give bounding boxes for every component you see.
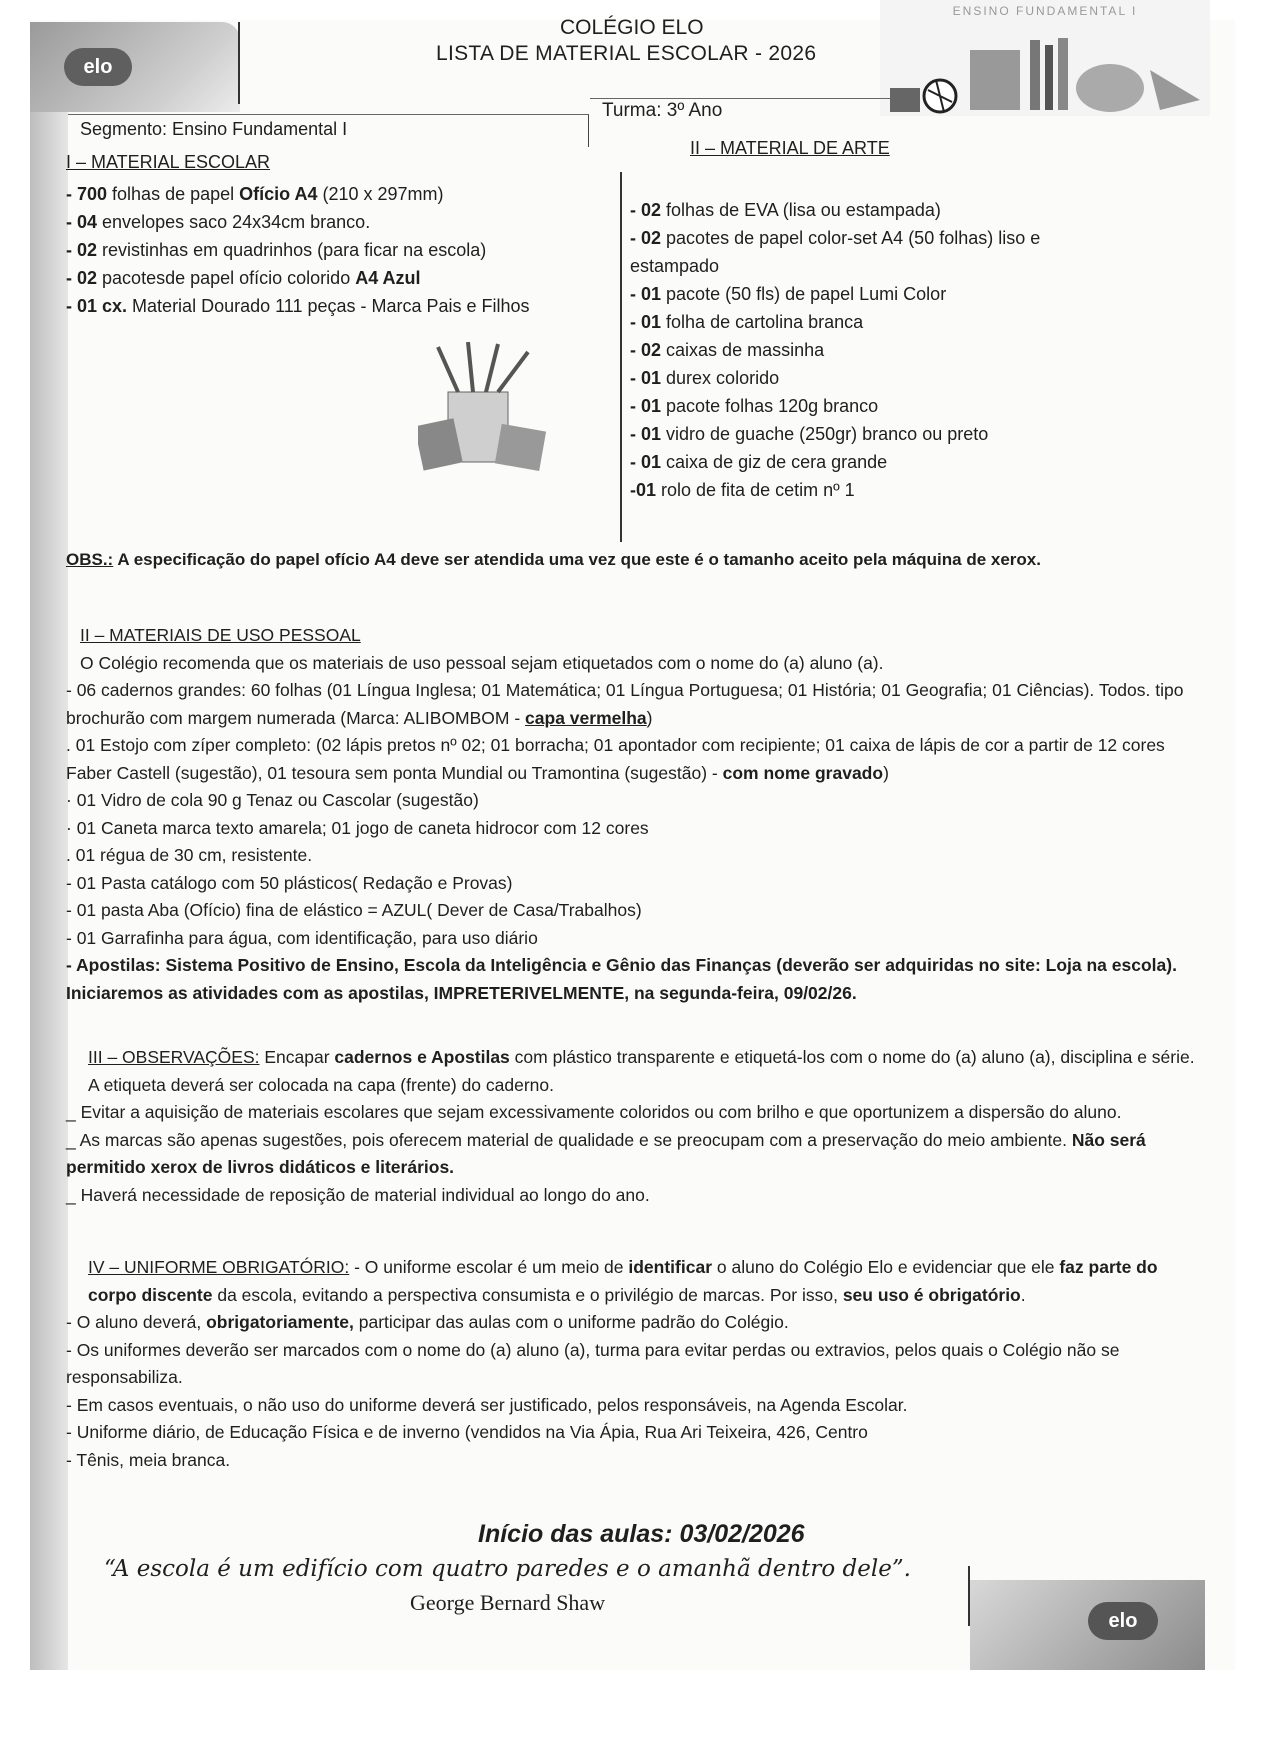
material-arte-item	[630, 452, 887, 473]
obs-p3b: Não será permitido xerox de livros didáticos e literários.	[66, 1129, 1146, 1177]
material-arte-item	[630, 424, 988, 445]
uso-pessoal-item: - 01 Pasta catálogo com 50 plásticos( Redação e Provas)	[66, 872, 513, 893]
material-arte-item	[630, 340, 824, 361]
turma-label: Turma: 3º Ano	[602, 100, 723, 121]
material-arte-heading: II – MATERIAL DE ARTE	[690, 138, 890, 158]
material-arte-item	[630, 368, 779, 389]
inicio-das-aulas: Início das aulas: 03/02/2026	[478, 1520, 805, 1548]
uni-l3: - Em casos eventuais, o não uso do uniforme deverá ser justificado, pelos responsáveis, na Agenda Escolar.	[66, 1394, 908, 1415]
estojo-item	[66, 732, 1206, 787]
uso-pessoal-item: . 01 régua de 30 cm, resistente.	[66, 845, 313, 865]
obs-label: OBS.:	[66, 550, 114, 569]
cadernos-end: )	[646, 707, 653, 728]
item-part-b: - 02	[66, 240, 98, 260]
obs-t1: Encapar	[259, 1047, 335, 1067]
item-qty: - 01	[630, 424, 662, 444]
uni-t3: da escola, evitando a perspectiva consumista e o privilégio de marcas. Por isso,	[212, 1284, 843, 1305]
uni-l1c: participar das aulas com o uniforme padrão do Colégio.	[353, 1312, 789, 1332]
item-qty: - 01	[630, 368, 662, 388]
item-text: pacote folhas 120g branco	[661, 396, 879, 416]
material-arte-item	[630, 284, 946, 305]
calculator-icon	[890, 88, 920, 112]
quote: “A escola é um edifício com quatro paredes e o amanhã dentro dele”.	[104, 1556, 911, 1582]
school-logo: elo	[64, 48, 132, 86]
uni-l2: - Os uniformes deverão ser marcados com o nome do (a) aluno (a), turma para evitar perdas ou extravios, pelos quais o Colégio não se responsabiliza.	[66, 1339, 1120, 1387]
left-margin-bar	[30, 110, 68, 1670]
item-part-t: revistinhas em quadrinhos (para ficar na escola)	[97, 240, 487, 260]
item-text: folhas de EVA (lisa ou estampada)	[661, 200, 941, 220]
column-divider	[620, 172, 622, 542]
item-part-b: - 04	[66, 212, 98, 232]
cadernos-text: - 06 cadernos grandes: 60 folhas (01 Língua Inglesa; 01 Matemática; 01 Língua Portuguesa; 01 História; 01 Geografia; 01 Ciências). Todos. tipo brochurão com margem numerada (Marca: ALIBOMBOM -	[66, 680, 1184, 728]
segment-label: Segmento: Ensino Fundamental I	[80, 119, 348, 139]
observacoes-section	[66, 1044, 1206, 1209]
segment-box	[68, 114, 589, 147]
item-text: estampado	[630, 256, 720, 276]
item-part-t: Material Dourado 111 peças - Marca Pais e Filhos	[127, 296, 530, 316]
item-qty: - 01	[630, 396, 662, 416]
item-text: pacote (50 fls) de papel Lumi Color	[661, 284, 947, 304]
observacoes-heading: III – OBSERVAÇÕES:	[88, 1047, 260, 1067]
uni-t4: .	[1020, 1284, 1026, 1305]
uni-b3: seu uso é obrigatório	[842, 1284, 1021, 1305]
material-arte-item	[630, 228, 1040, 249]
uso-pessoal-heading: II – MATERIAIS DE USO PESSOAL	[80, 625, 361, 645]
item-qty: - 02	[630, 340, 662, 360]
item-qty: - 01	[630, 284, 662, 304]
pencil-cup-illustration	[418, 342, 548, 472]
cadernos-item	[66, 677, 1206, 732]
apostilas-item: - Apostilas: Sistema Positivo de Ensino, Escola da Inteligência e Gênio das Finanças (deverão ser adquiridas no site: Loja na escola). Iniciaremos as atividades com as apostilas, IMPRETERIVELMENTE, na segunda-feira, 09/02/26.	[66, 955, 1177, 1003]
material-escolar-item	[66, 212, 370, 233]
list-title: LISTA DE MATERIAL ESCOLAR - 2026	[436, 42, 817, 65]
item-part-b2: A4 Azul	[355, 268, 421, 288]
item-part-b: - 01 cx.	[66, 296, 128, 316]
item-qty: - 01	[630, 312, 662, 332]
item-text: rolo de fita de cetim nº 1	[656, 480, 855, 500]
item-qty: - 01	[630, 452, 662, 472]
obs-text: A especificação do papel ofício A4 deve ser atendida uma vez que este é o tamanho aceito pela máquina de xerox.	[113, 550, 1041, 569]
item-qty: -01	[630, 480, 657, 500]
material-arte-item	[630, 480, 855, 501]
material-escolar-item	[66, 240, 486, 261]
uso-pessoal-item: · 01 Caneta marca texto amarela; 01 jogo de caneta hidrocor com 12 cores	[66, 817, 649, 838]
item-text: caixa de giz de cera grande	[661, 452, 888, 472]
estojo-bold: com nome gravado	[722, 762, 884, 783]
material-escolar-item	[66, 296, 530, 317]
obs-b1: cadernos e Apostilas	[334, 1047, 510, 1067]
uni-b1: identificar	[628, 1257, 713, 1277]
quote-author: George Bernard Shaw	[410, 1590, 606, 1615]
uniforme-heading: IV – UNIFORME OBRIGATÓRIO:	[88, 1257, 350, 1277]
uniforme-section	[66, 1254, 1206, 1474]
uni-l4: - Uniforme diário, de Educação Física e de inverno (vendidos na Via Ápia, Rua Ari Teixeira, 426, Centro	[66, 1422, 868, 1442]
uni-t2: o aluno do Colégio Elo e evidenciar que ele	[712, 1257, 1060, 1277]
item-part-b: - 700	[66, 184, 108, 204]
item-part-b2: Ofício A4	[239, 184, 318, 204]
item-text: pacotes de papel color-set A4 (50 folhas) liso e	[661, 228, 1041, 248]
material-escolar-item	[66, 184, 444, 205]
item-qty: - 02	[630, 200, 662, 220]
backpack-icon	[970, 50, 1020, 110]
item-part-t: pacotesde papel ofício colorido	[97, 268, 356, 288]
estojo-end: )	[883, 762, 889, 783]
uso-pessoal-item: - 01 pasta Aba (Ofício) fina de elástico = AZUL( Dever de Casa/Trabalhos)	[66, 900, 642, 920]
material-escolar-item	[66, 268, 421, 289]
obs-p3: _ As marcas são apenas sugestões, pois oferecem material de qualidade e se preocupam com a preservação do meio ambiente.	[66, 1129, 1072, 1150]
material-arte-item	[630, 312, 863, 333]
material-arte-item	[630, 200, 941, 221]
school-name: COLÉGIO ELO	[560, 16, 704, 39]
uso-pessoal-intro: O Colégio recomenda que os materiais de uso pessoal sejam etiquetados com o nome do (a) aluno (a).	[80, 652, 884, 673]
item-part-t2: (210 x 297mm)	[317, 184, 444, 204]
uni-t1: - O uniforme escolar é um meio de	[349, 1257, 629, 1277]
item-text: durex colorido	[661, 368, 780, 388]
header-divider	[238, 22, 240, 104]
uni-l1a: - O aluno deverá,	[66, 1312, 207, 1332]
segment-tag: ENSINO FUNDAMENTAL I	[952, 4, 1138, 18]
estojo-text: . 01 Estojo com zíper completo: (02 lápis pretos nº 02; 01 borracha; 01 apontador com recipiente; 01 caixa de lápis de cor a partir de 12 cores Faber Castell (sugestão), 01 tesoura sem ponta Mundial ou Tramontina (sugestão) -	[66, 735, 1165, 783]
obs-t2: com plástico transparente e etiquetá-los com o nome do (a) aluno (a), disciplina e série. A etiqueta deverá ser colocada na capa (frente) do caderno.	[88, 1047, 1195, 1095]
item-text: folha de cartolina branca	[661, 312, 864, 332]
obs-p4: _ Haverá necessidade de reposição de material individual ao longo do ano.	[66, 1184, 650, 1205]
capa-vermelha: capa vermelha	[525, 707, 647, 728]
obs-p2: _ Evitar a aquisição de materiais escolares que sejam excessivamente coloridos ou com brilho e que oportunizem a dispersão do aluno.	[66, 1102, 1122, 1122]
material-arte-item	[630, 256, 719, 277]
item-qty: - 02	[630, 228, 662, 248]
uni-l1b: obrigatoriamente,	[206, 1312, 354, 1332]
uso-pessoal-section	[66, 622, 1206, 1007]
uni-l5: - Tênis, meia branca.	[66, 1449, 231, 1470]
material-escolar-heading: I – MATERIAL ESCOLAR	[66, 152, 271, 172]
obs-note	[66, 546, 1206, 574]
uni-b2: faz parte do corpo discente	[88, 1257, 1158, 1305]
item-text: vidro de guache (250gr) branco ou preto	[661, 424, 989, 444]
item-part-t: envelopes saco 24x34cm branco.	[97, 212, 371, 232]
material-arte-item	[630, 396, 878, 417]
footer-logo: elo	[1088, 1602, 1158, 1640]
uso-pessoal-item: - 01 Garrafinha para água, com identificação, para uso diário	[66, 927, 538, 948]
header-rule	[590, 98, 900, 99]
item-text: caixas de massinha	[661, 340, 825, 360]
item-part-b: - 02	[66, 268, 98, 288]
header-logo-panel	[30, 22, 240, 112]
item-part-t: folhas de papel	[107, 184, 240, 204]
uso-pessoal-item: · 01 Vidro de cola 90 g Tenaz ou Cascolar (sugestão)	[66, 790, 479, 810]
